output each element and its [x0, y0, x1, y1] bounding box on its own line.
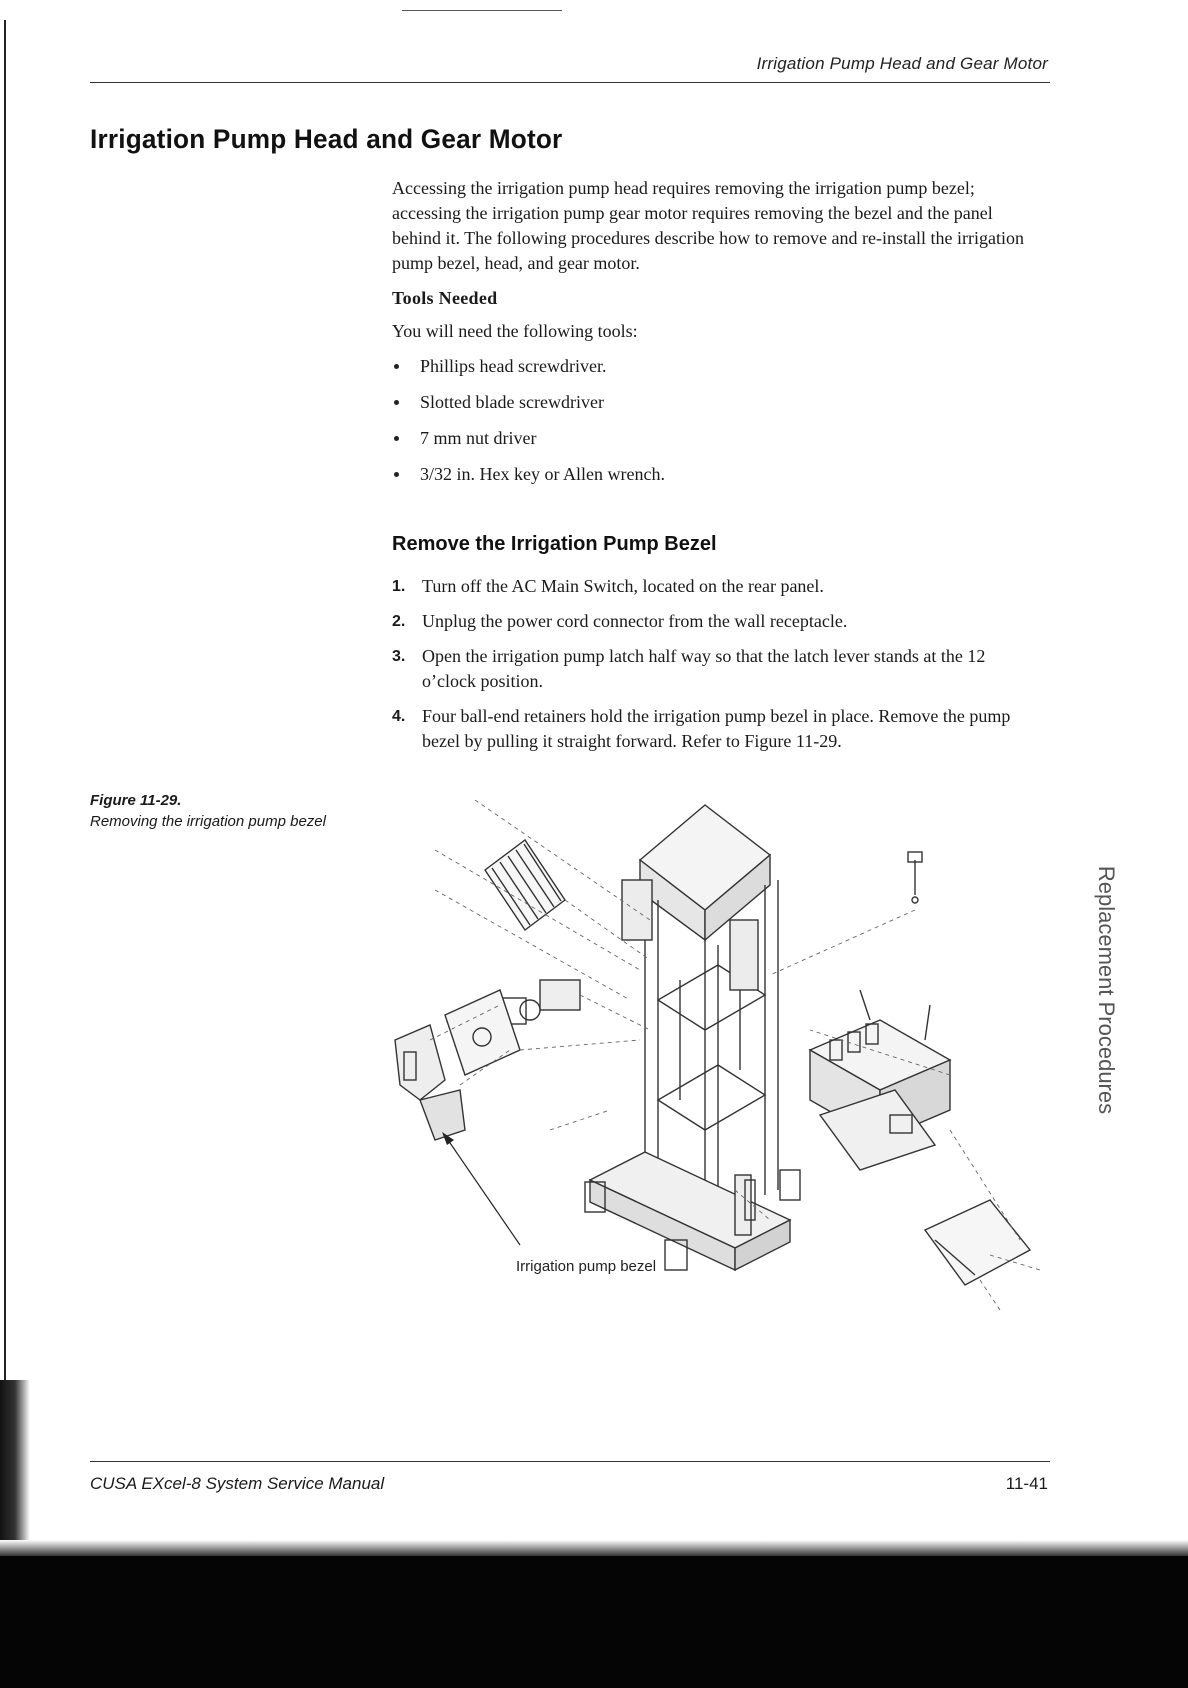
- step-number: 3.: [392, 648, 406, 665]
- running-header: Irrigation Pump Head and Gear Motor: [756, 54, 1048, 73]
- tools-list-item: [392, 354, 1042, 379]
- side-tab-label: Replacement Procedures: [1094, 865, 1119, 1115]
- footer-manual-title: CUSA EXcel-8 System Service Manual: [90, 1474, 385, 1493]
- step-text: Unplug the power cord connector from the wall receptacle.: [422, 611, 848, 631]
- grille-panel: [485, 840, 565, 930]
- step-text: Four ball-end retainers hold the irrigation pump bezel in place. Remove the pump bezel by pulling it straight forward. Refer to Figure 11-29.: [422, 706, 1011, 751]
- page-title: Irrigation Pump Head and Gear Motor: [90, 124, 563, 154]
- figure-caption: Removing the irrigation pump bezel: [90, 813, 326, 830]
- tool-label: 3/32 in. Hex key or Allen wrench.: [420, 464, 665, 484]
- bezel-callout-label: Irrigation pump bezel: [516, 1258, 657, 1275]
- intro-paragraph: Accessing the irrigation pump head requires removing the irrigation pump bezel; accessing the irrigation pump gear motor requires removing the bezel and the panel behind it. The following procedures describe how to remove and re-install the irrigation pump bezel, head, and gear motor.: [392, 178, 1024, 273]
- step-item: [392, 704, 1042, 754]
- tool-label: Slotted blade screwdriver: [420, 392, 604, 412]
- callout-leader: [448, 1140, 520, 1245]
- tools-intro: You will need the following tools:: [392, 321, 638, 341]
- steps-list: [392, 574, 1042, 754]
- step-number: 1.: [392, 578, 406, 595]
- binding-shadow: [0, 1380, 30, 1540]
- top-stub-line: [402, 10, 562, 11]
- step-item: [392, 609, 1042, 634]
- procedure-steps: [392, 574, 1042, 764]
- figure-number: Figure 11-29.: [90, 792, 182, 809]
- footer-rule: [90, 1461, 1050, 1462]
- section-side-tab: [1088, 860, 1124, 1120]
- binding-edge: [4, 20, 6, 1410]
- tool-label: Phillips head screwdriver.: [420, 356, 607, 376]
- footer-page-number: 11-41: [1005, 1474, 1048, 1493]
- section-heading: Remove the Irrigation Pump Bezel: [392, 533, 717, 555]
- exploded-view-diagram: [390, 800, 1050, 1320]
- step-item: [392, 574, 1042, 599]
- tools-list-item: [392, 390, 1042, 415]
- bullet-icon: [394, 364, 399, 369]
- main-chassis-frame: [585, 805, 800, 1270]
- body-text: [392, 176, 1042, 498]
- latch-hardware: [908, 852, 922, 903]
- electronics-module: [810, 990, 950, 1170]
- step-number: 2.: [392, 613, 406, 630]
- bullet-icon: [394, 472, 399, 477]
- bullet-icon: [394, 436, 399, 441]
- bullet-icon: [394, 400, 399, 405]
- step-item: [392, 644, 1042, 694]
- scan-shadow-band: [0, 1556, 1188, 1688]
- step-text: Turn off the AC Main Switch, located on the rear panel.: [422, 576, 824, 596]
- step-number: 4.: [392, 708, 406, 725]
- tools-list: [392, 354, 1042, 487]
- header-rule: [90, 82, 1050, 83]
- side-cover-panel: [925, 1200, 1030, 1285]
- pump-motor-assembly: [445, 980, 580, 1075]
- step-text: Open the irrigation pump latch half way so that the latch lever stands at the 12 o’clock position.: [422, 646, 986, 691]
- tool-label: 7 mm nut driver: [420, 428, 537, 448]
- figure-label: [90, 790, 326, 832]
- tools-heading: Tools Needed: [392, 288, 498, 308]
- tools-list-item: [392, 462, 1042, 487]
- tools-list-item: [392, 426, 1042, 451]
